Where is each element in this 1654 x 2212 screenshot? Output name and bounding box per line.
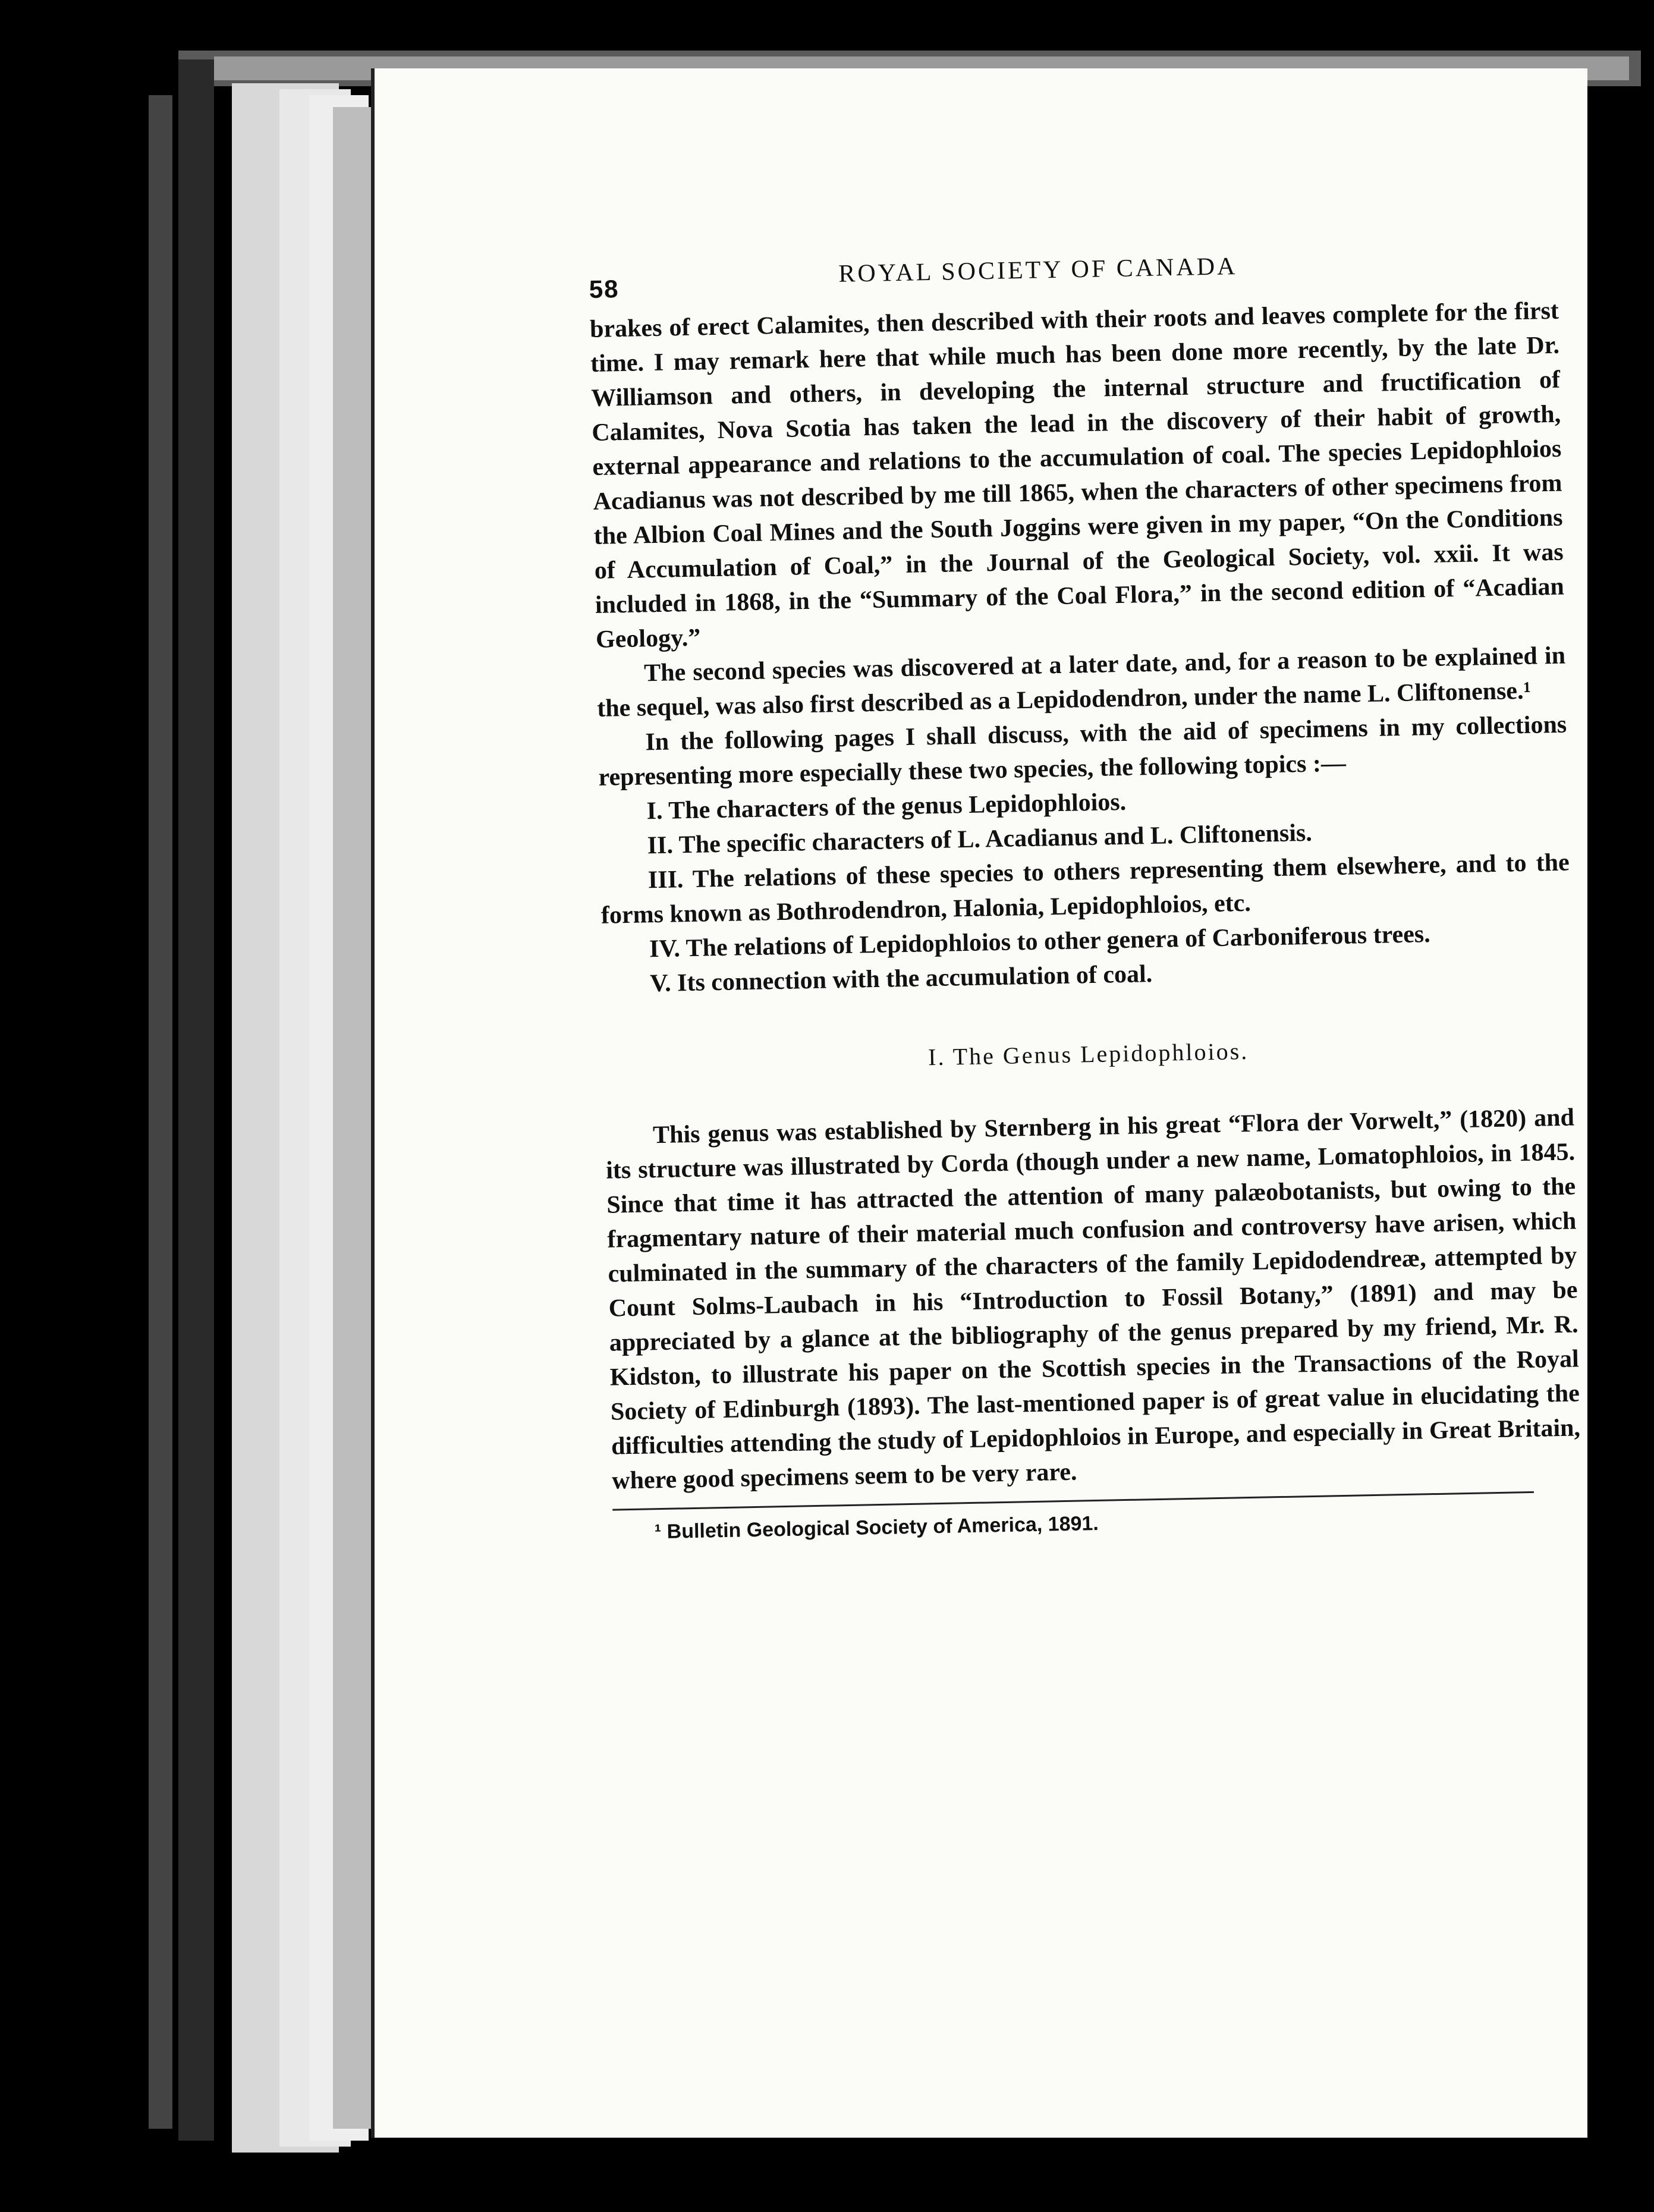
section-heading: I. The Genus Lepidophloios. — [927, 1037, 1249, 1071]
book-page — [375, 68, 1587, 2138]
page-number: 58 — [589, 275, 620, 303]
footnote: ¹ Bulletin Geological Society of America, 1891. — [654, 1512, 1099, 1544]
running-title: ROYAL SOCIETY OF CANADA — [838, 253, 1238, 288]
book-spine-shadow — [149, 95, 172, 2129]
topic-item: I. The characters of the genus Lepidophloios. — [646, 788, 1127, 825]
paragraph-3: In the following pages I shall discuss, with the aid of specimens in my collections representing more especially these two species, the following topics :— — [598, 711, 1567, 791]
topic-item: II. The specific characters of L. Acadianus and L. Cliftonensis. — [647, 819, 1313, 860]
section-paragraph: This genus was established by Sternberg in his great “Flora der Vorwelt,” (1820) and its structure was illustrated by Corda (though under a new name, Lomatophloios, in 1845. Since that time it has attracted the attention of many palæobotanists, but owing to the fragmentary nature of their material much confusion and controversy have arisen, which culminated in the summary of the characters of the family Lepidodendreæ, attempted by Count Solms-Laubach in his “Introduction to Fossil Botany,” (1891) and may be appreciated by a glance at the bibliography of the genus prepared by my friend, Mr. R. Kidston, to illustrate his paper on the Scottish species in the Transactions of the Royal Society of Edinburgh (1893). The last-mentioned paper is of great value in elucidating the difficulties attending the study of Lepidophloios in Europe, and especially in Great Britain, where good specimens seem to be very rare. — [605, 1104, 1581, 1495]
topics-list — [599, 777, 1571, 1002]
paragraph-1: brakes of erect Calamites, then described with their roots and leaves complete for the first time. I may remark here that while much has been done more recently, by the late Dr. Williamson and others, in developing the internal structure and fructification of Calamites, Nova Scotia has taken the lead in the discovery of their habit of growth, external appearance and relations to the accumulation of coal. The species Lepidophloios Acadianus was not described by me till 1865, when the characters of other specimens from the Albion Coal Mines and the South Joggins were given in my paper, “On the Conditions of Accumulation of Coal,” in the Journal of the Geological Society, vol. xxii. It was included in 1868, in the “Summary of the Coal Flora,” in the second edition of “Acadian Geology.” — [589, 297, 1565, 653]
topic-item: III. The relations of these species to others representing them elsewhere, and to the forms known as Bothrodendron, Halonia, Lepidophloios, etc. — [600, 849, 1570, 929]
page-content — [589, 246, 1582, 1545]
topic-item: IV. The relations of Lepidophloios to other genera of Carboniferous trees. — [649, 920, 1431, 963]
paragraph-2: The second species was discovered at a later date, and, for a reason to be explained in the sequel, was also first described as a Lepidodendron, under the name L. Cliftonense.¹ — [596, 642, 1566, 722]
book-spine — [178, 59, 214, 2141]
page-stack-edge — [333, 107, 381, 2129]
topic-item: V. Its connection with the accumulation of coal. — [649, 960, 1153, 998]
